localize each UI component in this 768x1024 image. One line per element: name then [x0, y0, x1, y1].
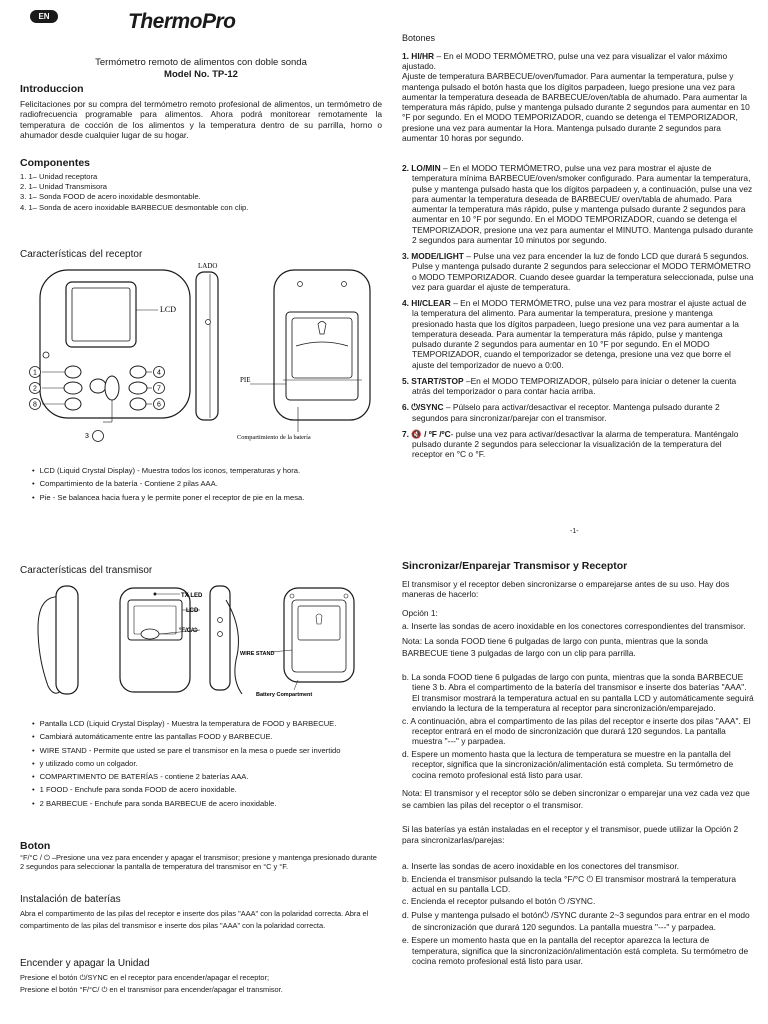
receiver-side-body — [196, 272, 218, 420]
option-2-step-e: e. Espere un momento hasta que en la pantalla del receptor aparezca la lectura de temperatura, significa que la sincronización/alimentación está completa. Su termómetro de cocina remoto profesional está listo para usar. — [402, 935, 749, 967]
receiver-bullets — [32, 464, 394, 504]
tx-fc-label: °F/C/⏻ — [179, 628, 198, 634]
boton-section — [20, 840, 382, 871]
page-number: -1- — [570, 528, 579, 535]
boton-text: °F/°C / ⏻ –Presione una vez para encender y apagar el transmisor; presione y mantenga presionado durante 2 segundos para seleccionar la pantalla de temperatura del transmisor en °C y °F. — [20, 852, 377, 871]
transmitter-side-left — [56, 586, 78, 694]
button-item-6: 6. ⏻/SYNC – Púlselo para activar/desactivar el receptor. Mantenga pulsado durante 2 segundos para sincronizar/parejar con el transmisor. — [402, 402, 720, 423]
button-item-3: 3. MODE/LIGHT – Pulse una vez para encender la luz de fondo LCD que durará 5 segundos. Pulse y mantenga pulsado durante 2 segundos para seleccionar el MODO TERMÓMETRO o MODO TEMPORIZADOR. Cuando desee guardar la temperatura seleccionada, pulse una vez para guardar el ajuste de temperatura. — [402, 251, 754, 292]
receiver-button-7 — [129, 382, 147, 394]
hang-hole-icon — [316, 614, 322, 624]
receiver-heading-wrap — [20, 249, 382, 261]
list-item: • Pie - Se balancea hacia fuera y le permite poner el receptor de pie en la mesa. — [32, 491, 394, 504]
batteries-section — [20, 894, 382, 932]
batteries-heading: Instalación de baterías — [20, 894, 121, 905]
option-1-step-d: d. Espere un momento hasta que la lectura de temperatura se muestre en la pantalla del receptor, significa que la sincronización/alimentación está completa. Su termómetro de cocina remoto profesional está listo para usar. — [402, 748, 734, 780]
tx-lcd-label: LCD — [186, 608, 199, 614]
intro-section — [20, 83, 382, 140]
option-2-step-c: c. Encienda el receptor pulsando el botón ⏻ /SYNC. — [402, 896, 596, 907]
receiver-button-1 — [65, 366, 81, 378]
receiver-lcd-screen — [72, 288, 130, 341]
battery-compartment-label: Battery Compartment — [256, 692, 313, 698]
tx-led-label: TX LED — [181, 593, 203, 599]
list-item: 1. 1– Unidad receptora — [20, 171, 98, 181]
receiver-button-3 — [105, 376, 119, 400]
botones-heading: Botones — [402, 33, 436, 43]
button-item-1: 1. HI/HR – En el MODO TERMÓMETRO, pulse una vez para visualizar el valor máximo ajustado. — [402, 50, 728, 72]
option-2-step-a: a. Inserte las sondas de acero inoxidable en los conectores del transmisor. — [402, 861, 679, 872]
callout-3: 3 — [85, 433, 89, 440]
option-1-step-c: c. A continuación, abra el compartimento de las pilas del receptor e inserte dos pilas "AAA". El receptor entrará en el modo de sincronización que durará 120 segundos. La pantalla muestra "---" y parpadea. — [402, 715, 751, 747]
list-item: • Compartimiento de la batería - Contiene 2 pilas AAA. — [32, 477, 394, 490]
list-item: • 2 BARBECUE - Enchufe para sonda BARBECUE de acero inoxidable. — [32, 797, 394, 810]
button-item-1-detail: Ajuste de temperatura BARBECUE/oven/fumador. Para aumentar la temperatura, pulse y mantenga pulsado el botón hasta que los dígitos parpadeen, luego presione una vez para aumentar la temperatura deseada de BARBECUE/oven/tabla de ahumado. Para aumentar la temperatura más rápido, pulse y mantenga pulsado durante 2 segundos para aumentar en 10 °F por segundo. En el MODO TEMPORIZADOR, cuando se detenga el TEMPORIZADOR, presione una vez para aumentar la Hora. Mantenga pulsado durante 2 segundos para aumentar 10 horas por segundo. — [402, 71, 750, 143]
list-item: • COMPARTIMENTO DE BATERÍAS - contiene 2 baterías AAA. — [32, 770, 394, 783]
callout-2: 2 — [33, 385, 37, 393]
list-item: 4. 1– Sonda de acero inoxidable BARBECUE desmontable con clip. — [20, 202, 249, 212]
option-2-intro: Si las baterías ya están instaladas en el receptor y el transmisor, puede utilizar la Opción 2 para sincronizarlas/parejas: — [402, 823, 739, 846]
botones-section — [402, 33, 754, 466]
receiver-diagram — [28, 262, 373, 444]
wire-stand-label: WIRE STAND — [240, 651, 275, 657]
transmitter-heading-wrap — [20, 565, 382, 577]
button-item-4: 4. HI/CLEAR – En el MODO TERMÓMETRO, pulse una vez para mostrar el ajuste actual de la temperatura del alimento. Para aumentar la temperatura, presione y mantenga presionado hasta que los dígitos parpadeen, luego presione una vez para aumentar a la temperatura deseada. Para aumentar la temperatura más rápido, pulse y mantenga pulsado durante 2 segundos para aumentar en 10 °F por segundo. En el MODO TEMPORIZADOR, cuando el temporizador se detenga, presione una vez que borre el ajuste del temporizador de nuevo a 0:00. — [402, 298, 747, 370]
list-item: 2. 1– Unidad Transmisora — [20, 182, 107, 192]
tx-led-icon — [154, 593, 157, 596]
intro-text: Felicitaciones por su compra del termómetro remoto profesional de alimentos, un termómetro de radiofrecuencia programable para alimentos. Ahora podrá monitorear remotamente la temperatura de cocción de los alimentos y la temperatura dentro de su parrilla, horno o ahumador desde cualquier lugar de su hogar. — [20, 98, 382, 141]
list-item: • LCD (Liquid Crystal Display) - Muestra todos los iconos, temperaturas y hora. — [32, 464, 394, 477]
transmitter-bullets — [32, 717, 394, 810]
receiver-button-5 — [90, 379, 106, 393]
components-section — [20, 157, 382, 213]
list-item-cont: • Cambiará automáticamente entre las pantallas FOOD y BARBECUE. — [32, 730, 394, 743]
product-subtitle: Termómetro remoto de alimentos con doble sonda — [95, 57, 307, 68]
option-2-step-b: b. Encienda el transmisor pulsando la tecla °F/°C ⏻ El transmisor mostrará la temperatura actual en su pantalla LCD. — [402, 873, 737, 895]
title-block — [20, 57, 382, 80]
battery-compartment-label: Compartimiento de la batería — [237, 434, 311, 441]
sync-intro: El transmisor y el receptor deben sincronizarse o emparejarse antes de su uso. Hay dos maneras de hacerlo: — [402, 578, 730, 600]
option-1-step-a: a. Inserte las sondas de acero inoxidable en los conectores correspondientes del transmisor. — [402, 621, 746, 632]
pie-label: PIE — [240, 376, 251, 384]
language-badge: EN — [30, 10, 58, 23]
receiver-button-6 — [130, 398, 146, 410]
sync-section — [402, 560, 754, 967]
transmitter-diagram — [28, 580, 368, 702]
callout-4: 4 — [157, 369, 161, 377]
list-item-cont: • y utilizado como un colgador. — [32, 757, 394, 770]
receiver-button-4 — [130, 366, 146, 378]
receiver-button-8 — [65, 398, 81, 410]
lcd-label: LCD — [160, 305, 176, 314]
callout-6: 6 — [157, 401, 161, 409]
list-item: • 1 FOOD - Enchufe para sonda FOOD de acero inoxidable. — [32, 783, 394, 796]
receiver-button-2 — [64, 382, 82, 394]
batteries-text: Abra el compartimento de las pilas del receptor e inserte dos pilas "AAA" con la polaridad correcta. Abra el compartimento de las pilas del transmisor e inserte dos pilas "AAA" con la polaridad correcta. — [20, 909, 369, 931]
fc-power-button — [141, 629, 159, 639]
callout-8: 8 — [33, 401, 37, 409]
option-2-step-d: d. Pulse y mantenga pulsado el botón⏻ /SYNC durante 2~3 segundos para entrar en el modo de sincronización que durará 120 segundos. La pantalla muestra "---" y parpadea. — [402, 909, 750, 933]
power-section — [20, 958, 382, 996]
receiver-heading: Características del receptor — [20, 249, 143, 260]
list-item: • WIRE STAND - Permite que usted se pare el transmisor en la mesa o puede ser invertido — [32, 744, 394, 757]
button-item-5: 5. START/STOP –En el MODO TEMPORIZADOR, púlselo para iniciar o detener la cuenta atrás del temporizador o para contar hacia arriba. — [402, 375, 737, 397]
callout-1: 1 — [33, 369, 37, 377]
transmitter-heading: Características del transmisor — [20, 565, 153, 576]
lado-label: LADO — [198, 262, 218, 270]
note-2: Nota: El transmisor y el receptor sólo se deben sincronizar o emparejar una vez cada vez que se cambien las pilas del receptor o el transmisor. — [402, 788, 750, 810]
button-item-7: 7. 🔇 / ºF /ºC- pulse una vez para activar/desactivar la alarma de temperatura. Manténgalo pulsado durante 2 segundos para seleccionar la visualización de la temperatura del receptor en °C o °F. — [402, 428, 739, 460]
components-heading: Componentes — [20, 157, 91, 169]
power-line-2: Presione el botón °F/°C/ ⏻ en el transmisor para encender/apagar el transmisor. — [20, 985, 283, 995]
boton-heading: Boton — [20, 840, 51, 852]
power-line-1: Presione el botón ⏻/SYNC en el receptor para encender/apagar el receptor; — [20, 973, 270, 983]
list-item: 3. 1– Sonda FOOD de acero inoxidable desmontable. — [20, 192, 201, 202]
note-1: Nota: La sonda FOOD tiene 6 pulgadas de largo con punta, mientras que la sonda BARBECUE tiene 3 pulgadas de largo con un clip para parrilla. — [402, 635, 708, 659]
model-number: Model No. TP-12 — [164, 68, 238, 80]
thermopro-logo: ThermoPro — [128, 10, 236, 33]
sync-heading: Sincronizar/Enparejar Transmisor y Receptor — [402, 560, 628, 572]
list-item: • Pantalla LCD (Liquid Crystal Display) - Muestra la temperatura de FOOD y BARBECUE. — [32, 717, 394, 730]
intro-heading: Introduccion — [20, 83, 84, 95]
option-1-label: Opción 1: — [402, 607, 438, 618]
callout-7: 7 — [157, 385, 161, 393]
components-list — [20, 172, 382, 213]
button-item-2: 2. LO/MIN – En el MODO TERMÓMETRO, pulse una vez para mostrar el ajuste de temperatura mínima BARBECUE/oven/smoker configurado. Para aumentar la temperatura, pulse y mantenga pulsado hasta que los dígitos parpadeen y, a continuación, pulse una vez para aumentar la temperatura deseada de BARBECUE/ oven/tabla de ahumado. Para aumentar la temperatura más rápido, pulse y mantenga pulsado durante 2 segundos para aumentar en 10 °F por segundo. En el MODO TEMPORIZADOR, cuando se detenga el TEMPORIZADOR, presione una vez para aumentar el MINUTO. Mantenga pulsado durante 2 segundos para aumentar 10 minutos por segundo. — [402, 163, 754, 245]
option-1-step-b: b. La sonda FOOD tiene 6 pulgadas de largo con punta, mientras que la sonda BARBECUE tiene 3 b. Abra el compartimento de la batería del transmisor e inserte dos baterías "AAA". El transmisor mostrará la temperatura actual en su pantalla LCD y automáticamente seguirá enviando la lectura de la temperatura al receptor para sincronización/emparejado. — [402, 671, 754, 714]
power-heading: Encender y apagar la Unidad — [20, 958, 150, 969]
